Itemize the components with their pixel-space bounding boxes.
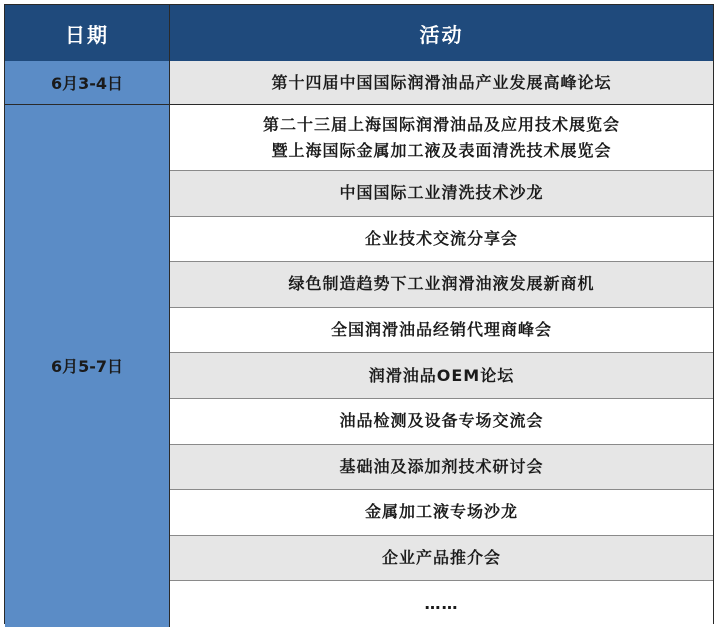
- activity-row: 第十四届中国国际润滑油品产业发展高峰论坛: [170, 61, 713, 105]
- activity-row: 润滑油品OEM论坛: [170, 353, 713, 399]
- date-column: [5, 61, 170, 627]
- activity-row: 基础油及添加剂技术研讨会: [170, 445, 713, 491]
- activity-row: 中国国际工业清洗技术沙龙: [170, 171, 713, 217]
- activity-line: 暨上海国际金属加工液及表面清洗技术展览会: [271, 140, 612, 160]
- activity-row: [170, 105, 713, 171]
- activity-row: 金属加工液专场沙龙: [170, 490, 713, 536]
- activity-line: 第二十三届上海国际润滑油品及应用技术展览会: [262, 114, 620, 134]
- date-cell-day1: 6月3-4日: [5, 61, 169, 105]
- schedule-table: [4, 4, 714, 624]
- activity-column-header: 活动: [170, 5, 713, 61]
- date-cell-day2: 6月5-7日: [5, 105, 169, 627]
- activity-row-ellipsis: ……: [170, 581, 713, 627]
- activity-row: 企业产品推介会: [170, 536, 713, 582]
- date-column-header: 日期: [5, 5, 170, 61]
- activity-row: 绿色制造趋势下工业润滑油液发展新商机: [170, 262, 713, 308]
- activity-column: [170, 61, 713, 627]
- activity-row: 油品检测及设备专场交流会: [170, 399, 713, 445]
- activity-row: 企业技术交流分享会: [170, 217, 713, 263]
- activity-row: 全国润滑油品经销代理商峰会: [170, 308, 713, 354]
